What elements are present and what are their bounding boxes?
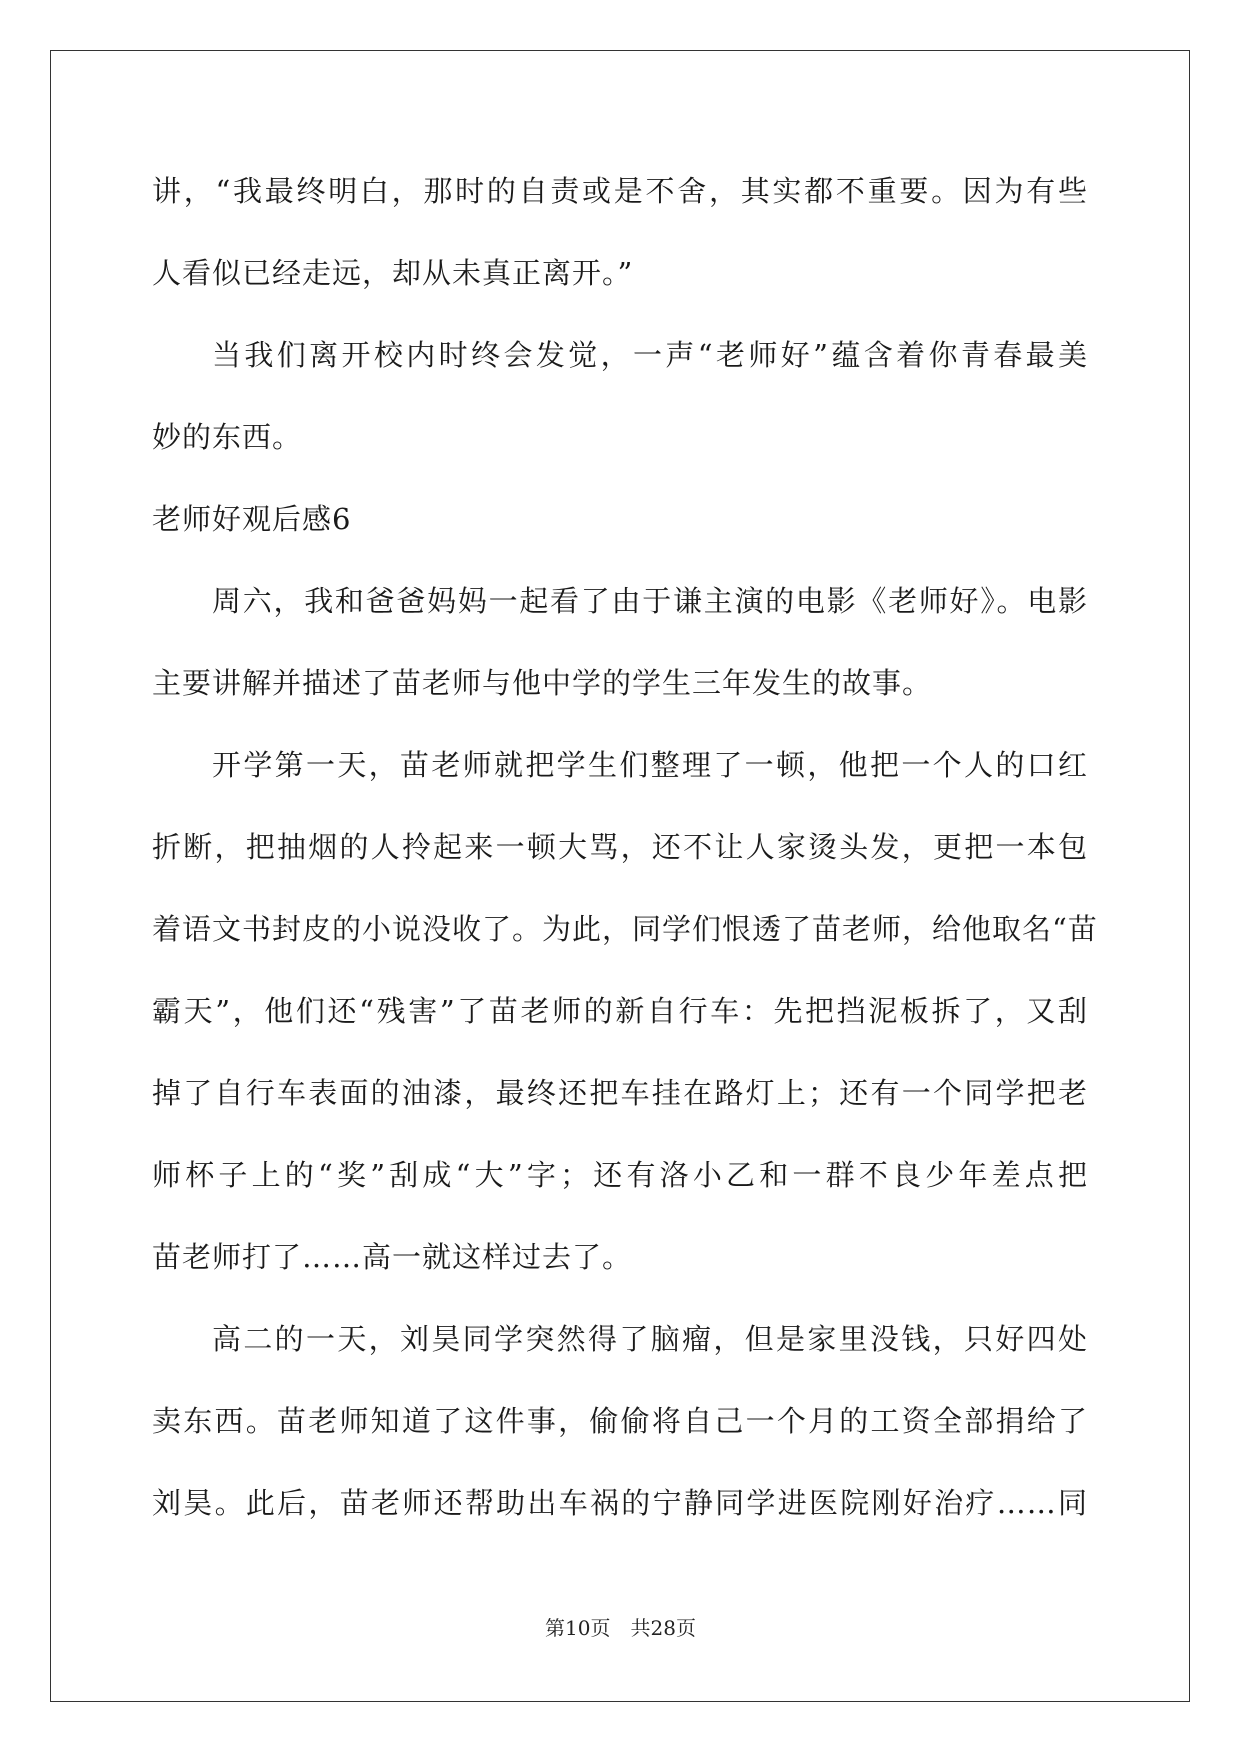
text-line: 卖东西。苗老师知道了这件事，偷偷将自己一个月的工资全部捐给了 [152,1404,1088,1438]
text-line: 师杯子上的“奖”刮成“大”字；还有洛小乙和一群不良少年差点把 [152,1158,1088,1192]
text-line: 人看似已经走远，却从未真正离开。” [152,256,634,290]
page-number: 第10页 [545,1616,611,1640]
text-line: 着语文书封皮的小说没收了。为此，同学们恨透了苗老师，给他取名“苗 [152,912,1098,946]
section-heading: 老师好观后感6 [152,502,352,536]
text-line: 当我们离开校内时终会发觉，一声“老师好”蕴含着你青春最美 [212,338,1088,372]
text-line: 讲，“我最终明白，那时的自责或是不舍，其实都不重要。因为有些 [152,174,1088,208]
document-body [152,160,1098,1554]
text-line: 主要讲解并描述了苗老师与他中学的学生三年发生的故事。 [152,666,933,700]
text-line: 高二的一天，刘昊同学突然得了脑瘤，但是家里没钱，只好四处 [212,1322,1088,1356]
text-line: 苗老师打了……高一就这样过去了。 [152,1240,633,1274]
text-line: 妙的东西。 [152,420,303,454]
text-line: 霸天”，他们还“残害”了苗老师的新自行车：先把挡泥板拆了，又刮 [152,994,1088,1028]
text-line: 周六，我和爸爸妈妈一起看了由于谦主演的电影《老师好》。电影 [212,584,1088,618]
text-line: 开学第一天，苗老师就把学生们整理了一顿，他把一个人的口红 [212,748,1088,782]
page-footer [0,1612,1241,1641]
page-total: 共28页 [630,1616,696,1640]
text-line: 折断，把抽烟的人拎起来一顿大骂，还不让人家烫头发，更把一本包 [152,830,1088,864]
text-line: 刘昊。此后，苗老师还帮助出车祸的宁静同学进医院刚好治疗……同 [152,1486,1088,1520]
text-line: 掉了自行车表面的油漆，最终还把车挂在路灯上；还有一个同学把老 [152,1076,1088,1110]
